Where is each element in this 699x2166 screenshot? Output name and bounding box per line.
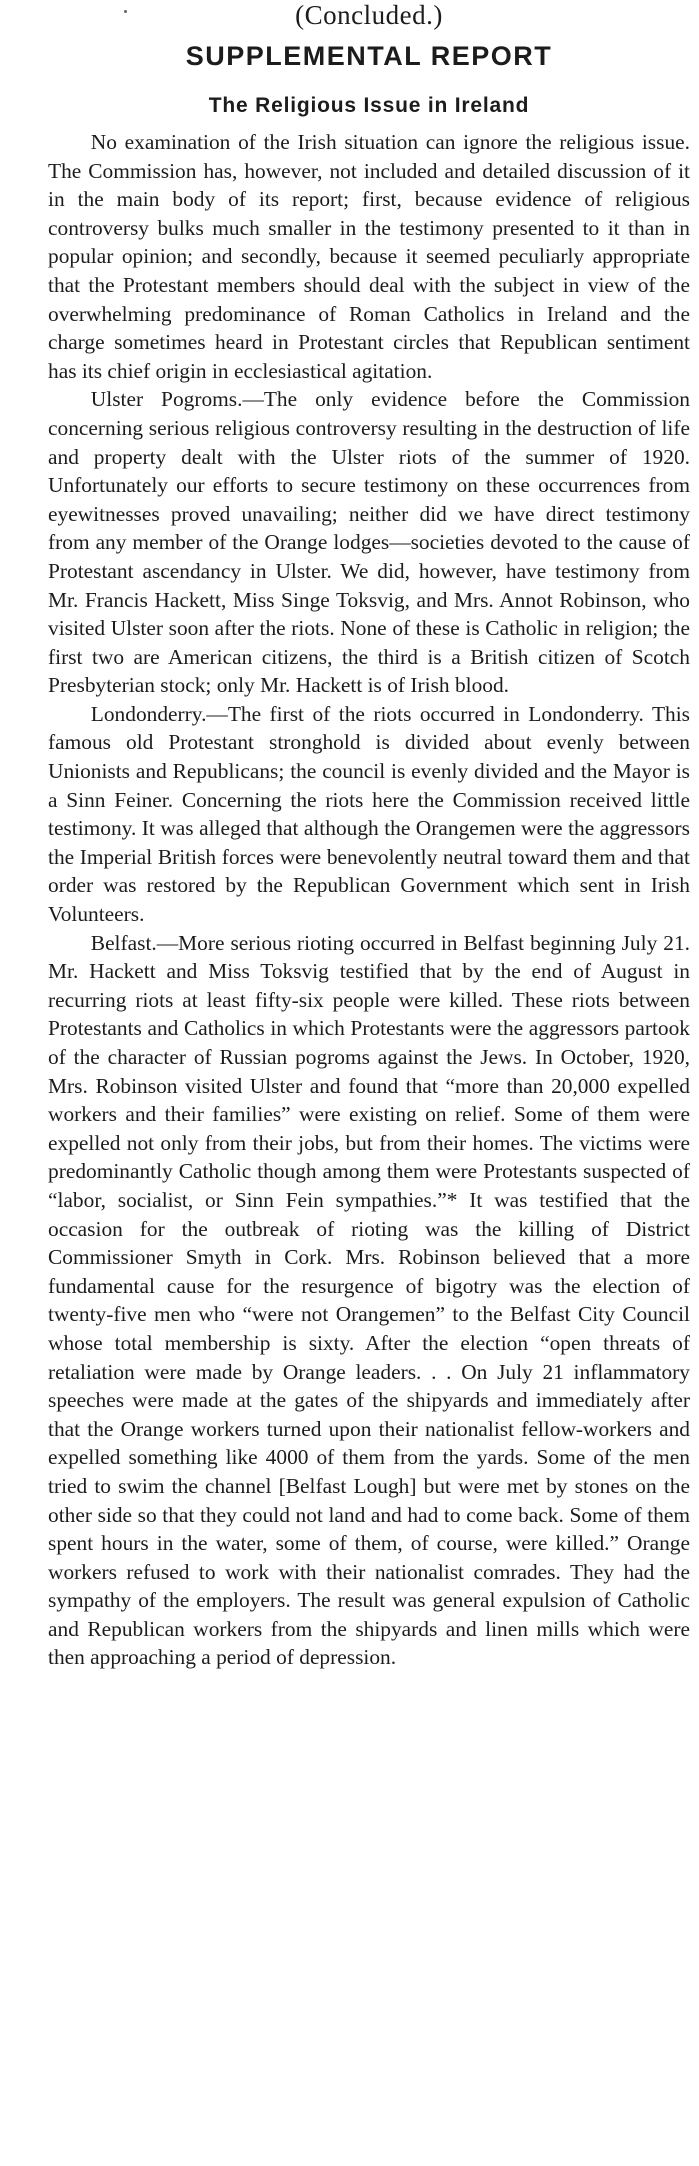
paragraph-londonderry: Londonderry.—The first of the riots occurred in Londonderry. This famous old Protestant stronghold is divided about evenly between Unionists and Republicans; the council is evenly divided and the Mayor is a Sinn Feiner. Concerning the riots here the Commission received little testimony. It was alleged that although the Orangemen were the aggressors the Imperial British forces were benevolently neutral toward them and that order was restored by the Republican Government which sent in Irish Volunteers. (48, 701, 690, 927)
concluded-note: (Concluded.) (295, 0, 443, 30)
paragraph-ulster-pogroms: Ulster Pogroms.—The only evidence before the Commission concerning serious religious controversy resulting in the destruction of life and property dealt with the Ulster riots of the summer of 1920. Unfortunately our efforts to secure testimony on these occurrences from eyewitnesses proved unavailing; neither did we have direct testimony from any member of the Orange lodges—societies devoted to the cause of Protestant ascendancy in Ulster. We did, however, have testimony from Mr. Francis Hackett, Miss Singe Toksvig, and Mrs. Annot Robinson, who visited Ulster soon after the riots. None of these is Catholic in religion; the first two are American citizens, the third is a British citizen of Scotch Presbyterian stock; only Mr. Hackett is of Irish blood. (48, 387, 690, 698)
margin-dot (124, 10, 127, 13)
paragraph-introduction: No examination of the Irish situation can ignore the religious issue. The Commission has, however, not included and detailed discussion of it in the main body of its report; first, because evidence of religious controversy bulks much smaller in the testimony presented to it than in popular opinion; and secondly, because it seemed peculiarly appropriate that the Protestant members should deal with the subject in view of the overwhelming predominance of Roman Catholics in Ireland and the charge sometimes heard in Protestant circles that Republican sentiment has its chief origin in ecclesiastical agitation. (48, 130, 690, 383)
section-heading: The Religious Issue in Ireland (208, 94, 530, 117)
report-title: SUPPLEMENTAL REPORT (185, 41, 553, 71)
paragraph-belfast: Belfast.—More serious rioting occurred in Belfast beginning July 21. Mr. Hackett and Miss Toksvig testified that by the end of August in recurring riots at least fifty-six people were killed. These riots between Protestants and Catholics in which Protestants were the aggressors partook of the character of Russian pogroms against the Jews. In October, 1920, Mrs. Robinson visited Ulster and found that “more than 20,000 expelled workers and their families” were existing on relief. Some of them were expelled not only from their jobs, but from their homes. The victims were predominantly Catholic though among them were Protestants suspected of “labor, socialist, or Sinn Fein sympathies.”* It was testified that the occasion for the outbreak of rioting was the killing of District Commissioner Smyth in Cork. Mrs. Robinson believed that a more fundamental cause for the resurgence of bigotry was the election of twenty-five men who “were not Orangemen” to the Belfast City Council whose total membership is sixty. After the election “open threats of retaliation were made by Orange leaders. . . On July 21 inflammatory speeches were made at the gates of the shipyards and immediately after that the Orange workers turned upon their nationalist fellow-workers and expelled something like 4000 of them from the yards. Some of the men tried to swim the channel [Belfast Lough] but were met by stones on the other side so that they could not land and had to come back. Some of them spent hours in the water, some of them, of course, were killed.” Orange workers refused to work with their nationalist comrades. They had the sympathy of the employers. The result was general expulsion of Catholic and Republican workers from the shipyards and linen mills which were then approaching a period of depression. (48, 930, 690, 1670)
